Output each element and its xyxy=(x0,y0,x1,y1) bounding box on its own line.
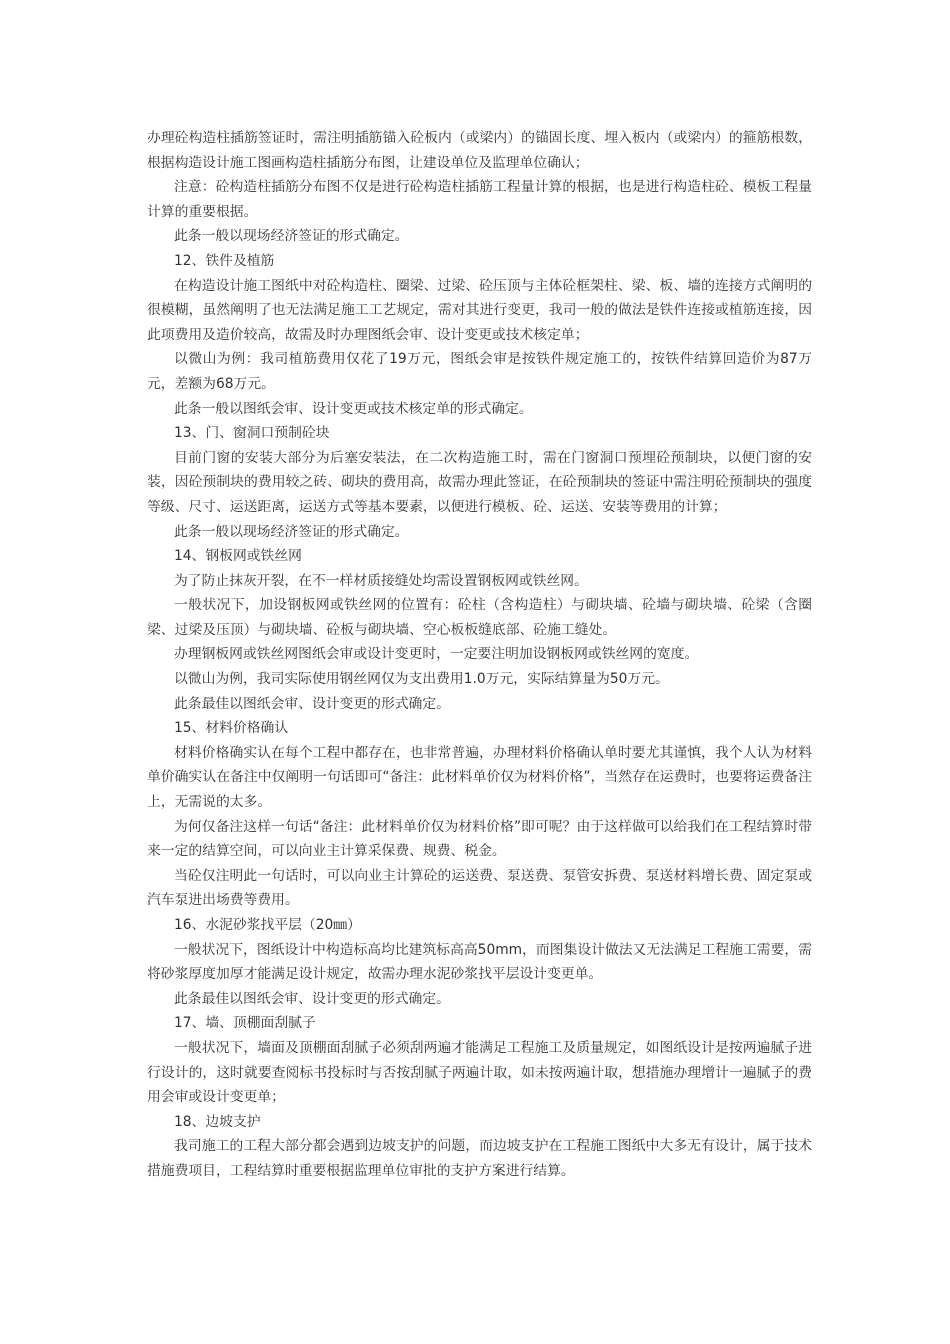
paragraph: 以微山为例，我司实际使用钢丝网仅为支出费用1.0万元，实际结算量为50万元。 xyxy=(174,671,669,688)
paragraph: 此条一般以现场经济签证的形式确定。 xyxy=(174,228,409,245)
paragraph: 此条最佳以图纸会审、设计变更的形式确定。 xyxy=(174,990,450,1007)
paragraph: 注意：砼构造柱插筋分布图不仅是进行砼构造柱插筋工程量计算的根据，也是进行构造柱砼、模板工程量计算的重要根据。 xyxy=(147,179,812,220)
paragraph: 当砼仅注明此一句话时，可以向业主计算砼的运送费、泵送费、泵管安拆费、泵送材料增长费、固定泵或汽车泵进出场费等费用。 xyxy=(147,867,812,909)
paragraph: 一般状况下，墙面及顶棚面刮腻子必须刮两遍才能满足工程施工及质量规定，如图纸设计是按两遍腻子进行设计的，这时就要查阅标书投标时与否按刮腻子两遍计取，如未按两遍计取，想措施办理增计一遍腻子的费用会审或设计变更单； xyxy=(147,1039,812,1106)
section-heading: 18、边坡支护 xyxy=(174,1113,261,1130)
paragraph: 办理钢板网或铁丝网图纸会审或设计变更时，一定要注明加设钢板网或铁丝网的宽度。 xyxy=(174,646,699,663)
document-body xyxy=(147,126,812,1184)
paragraph: 一般状况下，加设钢板网或铁丝网的位置有：砼柱（含构造柱）与砌块墙、砼墙与砌块墙、砼梁（含圈梁、过梁及压顶）与砌块墙、砼板与砌块墙、空心板板缝底部、砼施工缝处。 xyxy=(147,597,812,638)
paragraph: 办理砼构造柱插筋签证时，需注明插筋锚入砼板内（或梁内）的锚固长度、埋入板内（或梁内）的箍筋根数，根据构造设计施工图画构造柱插筋分布图，让建设单位及监理单位确认； xyxy=(147,130,812,171)
paragraph: 此条最佳以图纸会审、设计变更的形式确定。 xyxy=(174,695,450,712)
paragraph: 为何仅备注这样一句话“备注：此材料单价仅为材料价格”即可呢？由于这样做可以给我们在工程结算时带来一定的结算空间，可以向业主计算采保费、规费、税金。 xyxy=(147,818,812,860)
paragraph: 此条一般以现场经济签证的形式确定。 xyxy=(174,523,409,540)
paragraph: 此条一般以图纸会审、设计变更或技术核定单的形式确定。 xyxy=(174,400,533,417)
paragraph: 在构造设计施工图纸中对砼构造柱、圈梁、过梁、砼压顶与主体砼框架柱、梁、板、墙的连接方式阐明的很模糊，虽然阐明了也无法满足施工工艺规定，需对其进行变更，我司一般的做法是铁件连接或植筋连接，因此项费用及造价较高，故需及时办理图纸会审、设计变更或技术核定单； xyxy=(147,277,812,343)
paragraph: 以微山为例：我司植筋费用仅花了19万元，图纸会审是按铁件规定施工的，按铁件结算回造价为87万元，差额为68万元。 xyxy=(147,351,812,392)
section-heading: 17、墙、顶棚面刮腻子 xyxy=(174,1015,316,1032)
section-heading: 15、材料价格确认 xyxy=(174,720,289,737)
section-heading: 16、水泥砂浆找平层（20㎜） xyxy=(174,917,361,933)
section-heading: 12、铁件及植筋 xyxy=(174,252,275,269)
section-heading: 14、钢板网或铁丝网 xyxy=(174,548,302,565)
paragraph: 材料价格确实认在每个工程中都存在，也非常普遍，办理材料价格确认单时要尤其谨慎，我个人认为材料单价确实认在备注中仅阐明一句话即可“备注：此材料单价仅为材料价格”，当然存在运费时，也要将运费备注上，无需说的太多。 xyxy=(147,744,812,811)
paragraph: 我司施工的工程大部分都会遇到边坡支护的问题，而边坡支护在工程施工图纸中大多无有设计，属于技术措施费项目，工程结算时重要根据监理单位审批的支护方案进行结算。 xyxy=(147,1138,812,1179)
paragraph: 目前门窗的安装大部分为后塞安装法，在二次构造施工时，需在门窗洞口预埋砼预制块，以便门窗的安装，因砼预制块的费用较之砖、砌块的费用高，故需办理此签证，在砼预制块的签证中需注明砼预制块的强度等级、尺寸、运送距离，运送方式等基本要素，以便进行模板、砼、运送、安装等费用的计算； xyxy=(147,449,812,515)
paragraph: 为了防止抹灰开裂，在不一样材质接缝处均需设置钢板网或铁丝网。 xyxy=(174,572,588,589)
section-heading: 13、门、窗洞口预制砼块 xyxy=(174,425,330,442)
paragraph: 一般状况下，图纸设计中构造标高均比建筑标高高50mm，而图集设计做法又无法满足工程施工需要，需将砂浆厚度加厚才能满足设计规定，故需办理水泥砂浆找平层设计变更单。 xyxy=(147,941,812,983)
